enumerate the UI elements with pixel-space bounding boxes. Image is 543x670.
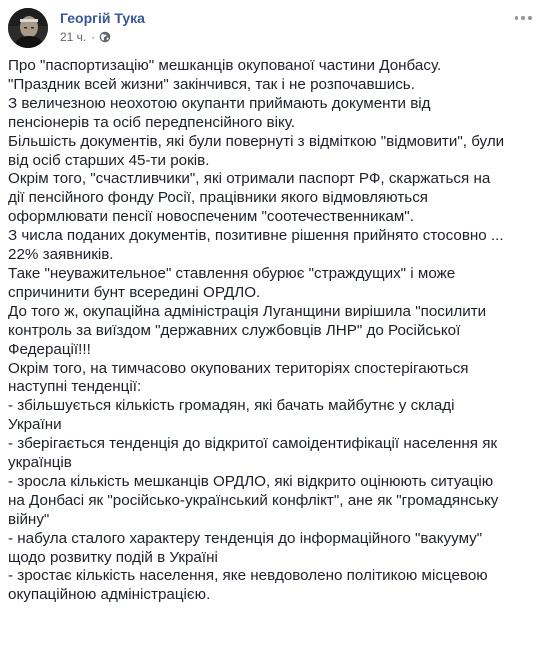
post-paragraph: Окрім того, "счастливчики", які отримали паспорт РФ, скаржаться на дії пенсійного фонду Росії, працівники якого відмовляються оформлювати пенсії новоспеченим "соотечественникам". <box>8 170 491 226</box>
post-paragraph: Більшість документів, які були повернуті з відміткою "відмовити", були від осіб старших 45-ти років. <box>8 132 505 169</box>
post-paragraph: Окрім того, на тимчасово окупованих територіях спостерігаються наступні тенденції: <box>8 359 469 396</box>
post-paragraph: Таке "неуважительное" ставлення обурює "страждущих" і може спричинити бунт всередині ОРДЛО. <box>8 264 456 301</box>
post-paragraph: - зросла кількість мешканців ОРДЛО, які відкрито оцінюють ситуацію на Донбасі як "російсько-український конфлікт", ане як "громадянську війну" <box>8 472 499 528</box>
author-name[interactable]: Георгій Тука <box>60 10 145 26</box>
meta-separator: · <box>91 30 96 44</box>
post-text <box>8 57 535 605</box>
post-paragraph: - зростає кількість населення, яке невдоволено політикою місцевою окупаційною адміністрацією. <box>8 567 488 604</box>
post-paragraph: До того ж, окупаційна адміністрація Луганщини вирішила "посилити контроль за виїздом "державних службовців ЛНР" до Російської Федерації!!! <box>8 302 487 358</box>
globe-icon[interactable] <box>99 31 111 43</box>
post-paragraph: Про "паспортизацію" мешканців окупованої частини Донбасу. <box>8 57 442 74</box>
post-paragraph: - збільшується кількість громадян, які бачать майбутнє у складі України <box>8 397 455 434</box>
more-options-icon[interactable] <box>513 10 533 26</box>
post-paragraph: "Праздник всей жизни" закінчився, так і не розпочавшись. <box>8 75 415 93</box>
post-paragraph: З величезною неохотою окупанти приймають документи від пенсіонерів та осіб передпенсійного віку. <box>8 94 431 131</box>
post-paragraph: З числа поданих документів, позитивне рішення прийнято стосовно ... 22% заявників. <box>8 227 504 264</box>
avatar-photo <box>8 8 48 48</box>
post-timestamp[interactable]: 21 ч. <box>60 30 87 44</box>
post-meta <box>60 30 111 44</box>
avatar[interactable] <box>8 8 48 48</box>
post-paragraph: - набула сталого характеру тенденція до інформаційного "вакууму" щодо розвитку подій в Україні <box>8 529 483 566</box>
post-paragraph: - зберігається тенденція до відкритої самоідентифікації населення як українців <box>8 435 498 472</box>
post-header <box>8 8 535 48</box>
